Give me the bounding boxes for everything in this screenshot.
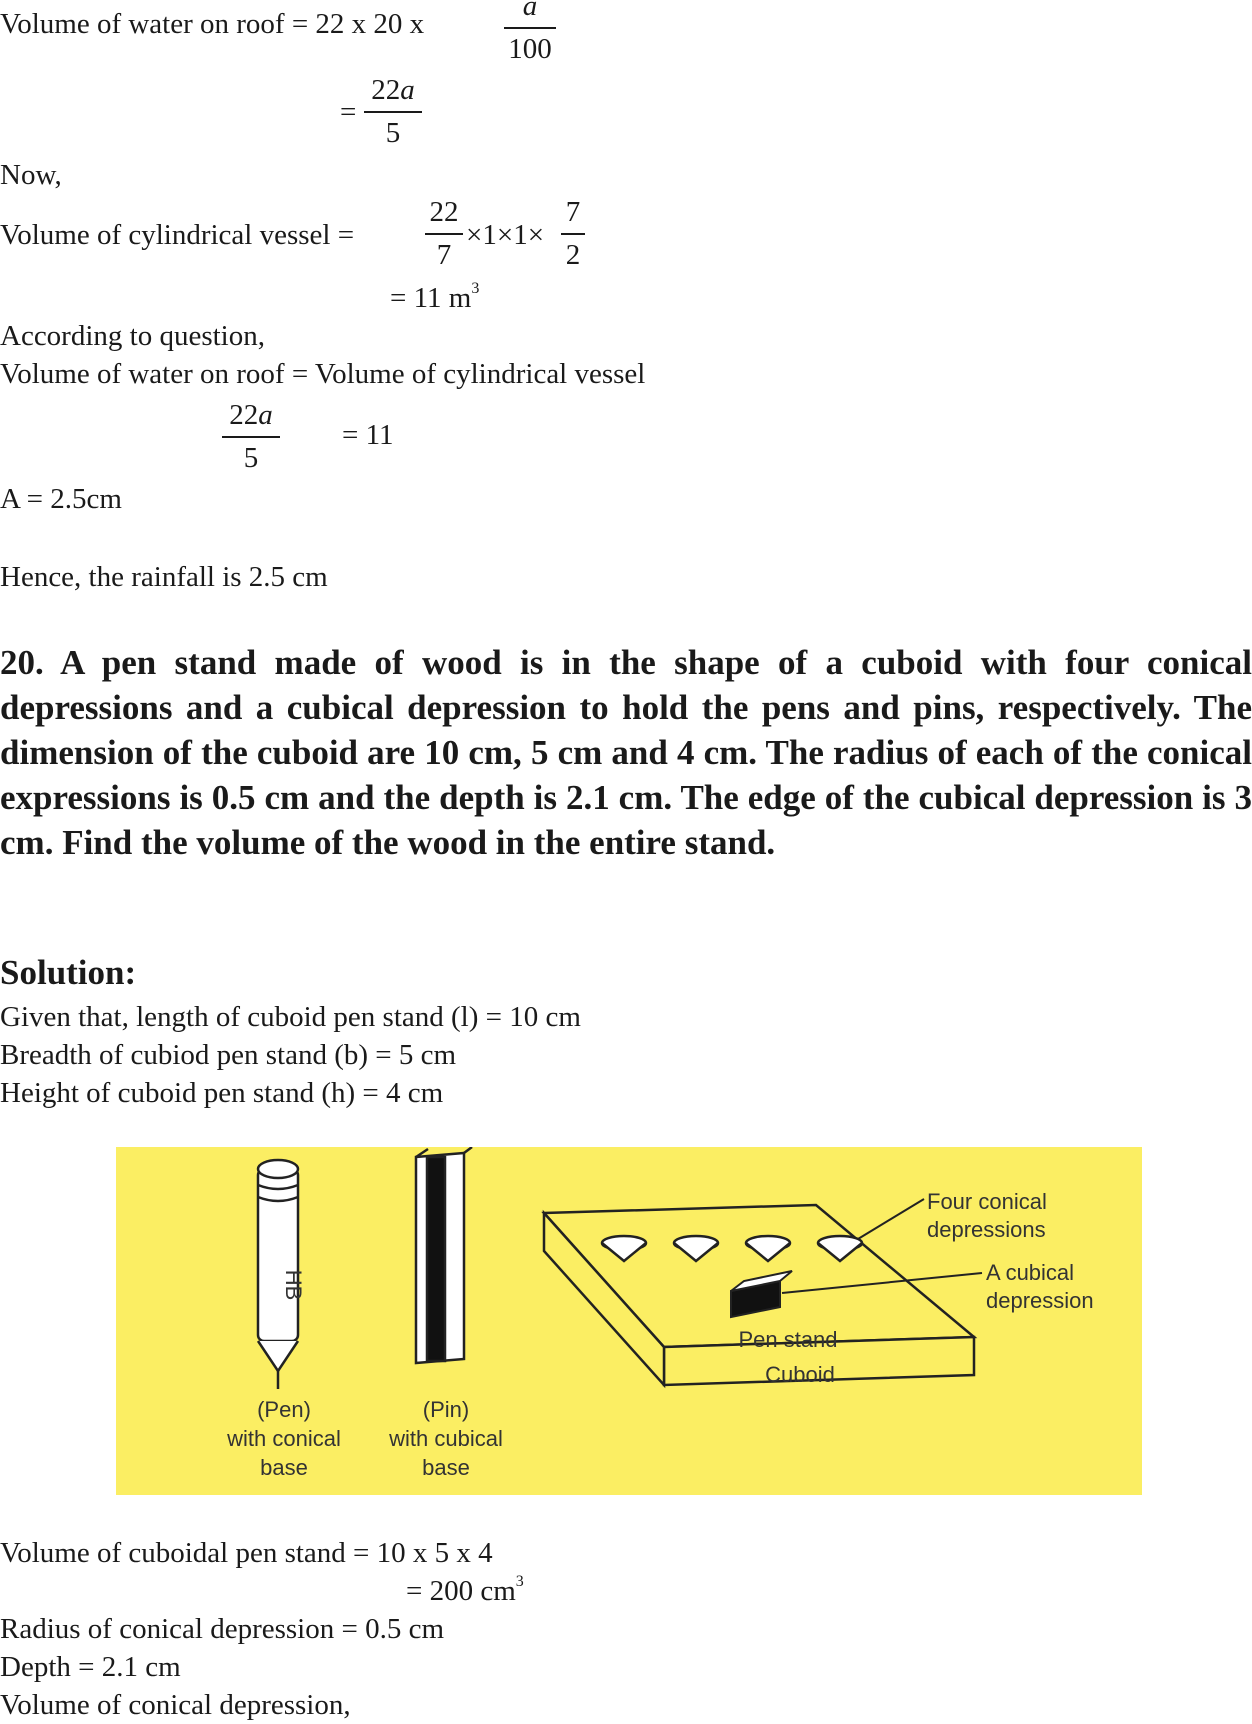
vessel-volume-result [390, 280, 480, 314]
pin-caption-3: base [422, 1455, 470, 1480]
pen-caption-1: (Pen) [257, 1397, 311, 1422]
vessel-volume-label: Volume of cylindrical vessel = [0, 219, 355, 251]
fraction-bar [504, 27, 556, 29]
fraction-numerator: 22a [229, 399, 273, 431]
fraction-denominator: 2 [565, 239, 581, 271]
conical-depth: Depth = 2.1 cm [0, 1651, 181, 1683]
conical-label-1: Four conical [927, 1189, 1047, 1214]
cubical-label-2: depression [986, 1288, 1094, 1313]
according-label: According to question, [0, 320, 265, 352]
unit-exponent: 3 [471, 280, 480, 297]
pen-caption-3: base [260, 1455, 308, 1480]
now-label: Now, [0, 159, 62, 191]
cuboid-volume-line: Volume of cuboidal pen stand = 10 x 5 x 4 [0, 1537, 493, 1569]
unit-exponent: 3 [515, 1573, 524, 1590]
pin-dark-core [427, 1157, 445, 1361]
variable-a: a [258, 399, 273, 431]
cuboid-volume-result [406, 1573, 524, 1607]
pen-body [258, 1169, 298, 1341]
question-20: 20. A pen stand made of wood is in the shape of a cuboid with four conical depressions and a cubical depression to hold the pens and pins, respectively. The dimension of the cuboid are 10 cm, 5 cm and 4 cm. The radius of each of the conical expressions is 0.5 cm and the depth is 2.1 cm. The edge of the cubical depression is 3 cm. Find the volume of the wood in the entire stand. [0, 643, 1252, 862]
pen-conical-tip [258, 1341, 298, 1371]
pin-caption-2: with cubical [389, 1426, 503, 1451]
cuboid-top-face [544, 1205, 974, 1347]
given-breadth: Breadth of cubiod pen stand (b) = 5 cm [0, 1039, 457, 1071]
fraction-numerator: 22 [429, 196, 459, 228]
fraction-denominator: 100 [508, 33, 552, 65]
roof-volume-line: Volume of water on roof = 22 x 20 x [0, 8, 425, 40]
conical-radius: Radius of conical depression = 0.5 cm [0, 1613, 445, 1645]
fraction-bar [425, 233, 463, 235]
rainfall-conclusion: Hence, the rainfall is 2.5 cm [0, 561, 328, 593]
pen-label-hb: HB [281, 1269, 306, 1301]
solution-heading: Solution: [0, 953, 137, 992]
answer-a: A = 2.5cm [0, 483, 122, 515]
pin-drawing [416, 1147, 472, 1363]
numerator-text: 22a [371, 74, 415, 106]
fraction-a-over-100 [504, 0, 556, 64]
given-length: Given that, length of cuboid pen stand (l) = 10 cm [0, 1001, 581, 1033]
fraction-7-over-2 [561, 198, 585, 270]
result-text: = 11 m [390, 282, 472, 314]
pen-cap-top [258, 1160, 298, 1178]
pen-caption-2: with conical [227, 1426, 341, 1451]
stand-label-1: Pen stand [738, 1327, 838, 1352]
given-height: Height of cuboid pen stand (h) = 4 cm [0, 1077, 444, 1109]
fraction-22a-over-5-b [222, 401, 280, 473]
fraction-denominator: 5 [385, 117, 401, 149]
fraction-22-over-7 [425, 198, 463, 270]
fraction-numerator: a [522, 0, 538, 22]
equation-statement: Volume of water on roof = Volume of cylindrical vessel [0, 358, 646, 390]
fraction-22a-over-5 [364, 76, 422, 148]
cubical-label-1: A cubical [986, 1260, 1075, 1285]
pin-caption-1: (Pin) [422, 1397, 470, 1422]
multiplication-terms: ×1×1× [466, 219, 545, 251]
fraction-denominator: 5 [243, 442, 259, 474]
fraction-bar [561, 233, 585, 235]
pin-top-edge-2 [464, 1147, 472, 1153]
pen-stand-illustration [116, 1147, 1142, 1495]
fraction-bar [364, 111, 422, 113]
result-text: = 200 cm [406, 1575, 516, 1607]
pen-stand-figure [116, 1147, 1142, 1495]
conical-volume-label: Volume of conical depression, [0, 1689, 351, 1721]
conical-label-2: depressions [927, 1217, 1046, 1242]
variable-a: a [400, 74, 415, 106]
equals-sign: = [340, 96, 357, 128]
fraction-denominator: 7 [436, 239, 452, 271]
fraction-numerator [364, 76, 422, 105]
equals-eleven: = 11 [342, 419, 394, 451]
fraction-numerator: 7 [565, 196, 581, 228]
conical-leader [858, 1199, 924, 1239]
fraction-bar [222, 436, 280, 438]
stand-label-2: Cuboid [765, 1362, 835, 1387]
